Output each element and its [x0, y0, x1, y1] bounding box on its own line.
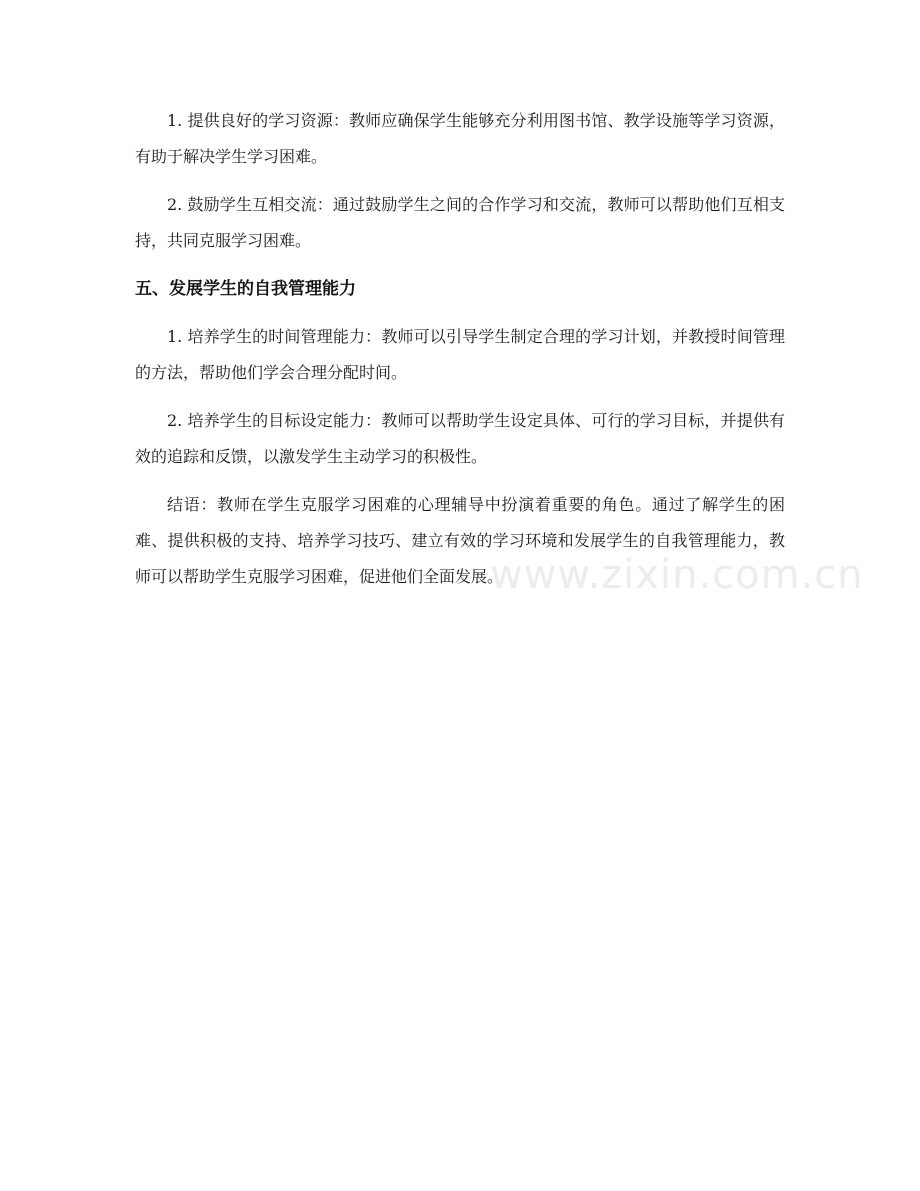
paragraph-learning-resources: 1. 提供良好的学习资源：教师应确保学生能够充分利用图书馆、教学设施等学习资源，有助于解决学生学习困难。 [135, 111, 785, 166]
paragraph-encourage-communication: 2. 鼓励学生互相交流：通过鼓励学生之间的合作学习和交流，教师可以帮助他们互相支持，共同克服学习困难。 [135, 195, 785, 250]
paragraph-goal-setting: 2. 培养学生的目标设定能力：教师可以帮助学生设定具体、可行的学习目标，并提供有效的追踪和反馈，以激发学生主动学习的积极性。 [135, 411, 785, 466]
document-body [135, 103, 785, 607]
paragraph-time-management: 1. 培养学生的时间管理能力：教师可以引导学生制定合理的学习计划，并教授时间管理的方法，帮助他们学会合理分配时间。 [135, 327, 785, 382]
paragraph-conclusion: 结语：教师在学生克服学习困难的心理辅导中扮演着重要的角色。通过了解学生的困难、提供积极的支持、培养学习技巧、建立有效的学习环境和发展学生的自我管理能力，教师可以帮助学生克服学习困难，促进他们全面发展。 [135, 495, 785, 586]
section-heading-self-management: 五、发展学生的自我管理能力 [135, 279, 356, 299]
watermark-text: www.zixin.com.cn [490, 552, 864, 598]
